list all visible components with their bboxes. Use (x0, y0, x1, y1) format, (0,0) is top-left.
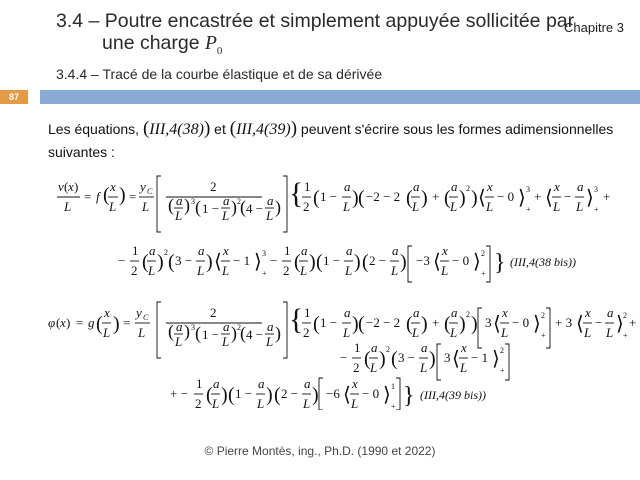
svg-text:4 −: 4 − (246, 201, 264, 216)
svg-text:C: C (147, 187, 153, 196)
svg-text:2: 2 (353, 360, 360, 375)
svg-text:a: a (392, 243, 399, 258)
intro-paragraph: Les équations, (III,4(38)) et (III,4(39)) peuvent s'écrire sous les formes adimensionnelles suivantes : (48, 118, 614, 160)
svg-text:L: L (175, 334, 183, 349)
slide-title-line2-text: une charge (102, 32, 200, 54)
svg-text:⟨: ⟨ (433, 251, 441, 273)
svg-text:−: − (270, 253, 278, 268)
equation-reference-2: (III,4(39)) (229, 118, 298, 139)
svg-text:3: 3 (485, 315, 492, 330)
svg-text:a: a (213, 376, 220, 391)
svg-text:): ) (429, 348, 436, 370)
svg-text:x: x (554, 179, 560, 194)
svg-text:a: a (344, 179, 351, 194)
svg-text:− 0: − 0 (452, 253, 470, 268)
svg-text:2: 2 (131, 263, 138, 278)
svg-text:2: 2 (237, 197, 241, 206)
svg-text:C: C (143, 313, 149, 322)
svg-text:⟩: ⟩ (254, 251, 262, 273)
svg-text:(: ( (362, 251, 369, 273)
svg-text:⟨: ⟨ (576, 313, 584, 335)
svg-text:− 0: − 0 (362, 386, 380, 401)
svg-text:g: g (88, 315, 95, 330)
svg-text:L: L (576, 199, 584, 214)
svg-text:−: − (340, 350, 348, 365)
svg-text:(: ( (206, 384, 213, 406)
svg-text:a: a (198, 243, 205, 258)
svg-text:⟨: ⟨ (478, 187, 486, 209)
svg-text:f: f (96, 189, 100, 204)
svg-text:): ) (275, 323, 281, 343)
svg-text:(: ( (168, 321, 174, 341)
svg-text:): ) (74, 179, 79, 194)
svg-text:+: + (500, 366, 505, 375)
svg-text:L: L (222, 263, 230, 278)
svg-text:⟩: ⟩ (616, 313, 624, 335)
svg-text:L: L (222, 334, 230, 349)
svg-text:x: x (487, 179, 493, 194)
svg-text:1 −: 1 − (202, 201, 220, 216)
svg-text:): ) (459, 313, 466, 335)
svg-text:−2 − 2: −2 − 2 (366, 315, 401, 330)
svg-text:y: y (140, 179, 146, 194)
svg-text:3: 3 (594, 185, 598, 194)
svg-text:(: ( (274, 384, 281, 406)
svg-text:2: 2 (164, 248, 168, 257)
svg-text:a: a (304, 376, 311, 391)
svg-text:+: + (541, 331, 546, 340)
copyright-footer: © Pierre Montès, ing., Ph.D. (1990 et 2022) (204, 444, 436, 458)
svg-text:(: ( (313, 187, 320, 209)
svg-text:): ) (421, 187, 428, 209)
svg-text:): ) (354, 251, 361, 273)
svg-text:+: + (432, 315, 440, 330)
svg-text:x: x (223, 243, 229, 258)
svg-text:a: a (176, 193, 183, 208)
svg-text:x: x (104, 305, 110, 320)
svg-text:): ) (312, 384, 319, 406)
svg-text:1 −: 1 − (323, 253, 341, 268)
svg-text:1: 1 (354, 340, 361, 355)
svg-text:a: a (176, 319, 183, 334)
svg-text:2: 2 (500, 346, 504, 355)
svg-text:−: − (595, 315, 603, 330)
svg-text:+: + (623, 331, 628, 340)
svg-text:L: L (370, 360, 378, 375)
svg-text:(: ( (313, 313, 320, 335)
svg-text:− 1: − 1 (233, 253, 251, 268)
svg-text:⟨: ⟨ (343, 384, 351, 406)
svg-text:a: a (413, 305, 420, 320)
svg-text:(: ( (240, 197, 246, 217)
svg-text:): ) (119, 184, 126, 206)
svg-text:x: x (585, 305, 591, 320)
svg-text:): ) (352, 313, 359, 335)
svg-text:1 −: 1 − (235, 386, 253, 401)
svg-text:x: x (502, 305, 508, 320)
svg-text:2: 2 (303, 199, 310, 214)
svg-text:L: L (142, 199, 150, 214)
svg-text:⟨: ⟨ (214, 251, 222, 273)
svg-text:(: ( (168, 195, 174, 215)
header-bar-row (0, 90, 640, 104)
svg-text:L: L (450, 199, 458, 214)
svg-text:L: L (606, 325, 614, 340)
svg-text:2: 2 (195, 396, 202, 410)
svg-text:L: L (138, 325, 146, 340)
svg-text:L: L (212, 396, 220, 410)
svg-text:− 0: − 0 (512, 315, 530, 330)
svg-text:a: a (223, 319, 230, 334)
svg-text:): ) (221, 384, 228, 406)
svg-text:a: a (267, 319, 274, 334)
svg-text:(: ( (358, 187, 365, 209)
svg-text:L: L (222, 208, 230, 223)
svg-text:L: L (351, 396, 359, 410)
svg-text:}: } (494, 250, 506, 276)
section-subtitle: 3.4.4 – Tracé de la courbe élastique et de sa dérivée (56, 66, 383, 82)
svg-text:(: ( (64, 179, 69, 194)
svg-text:): ) (379, 348, 386, 370)
svg-text:1 −: 1 − (320, 315, 338, 330)
svg-text:(: ( (444, 187, 451, 209)
svg-text:(: ( (195, 323, 201, 343)
equation-reference-1: (III,4(38)) (142, 118, 211, 139)
svg-text:2: 2 (237, 323, 241, 332)
svg-text:⟨: ⟨ (452, 348, 460, 370)
page-number-badge: 87 (0, 90, 28, 104)
svg-text:(: ( (142, 251, 149, 273)
svg-text:x: x (110, 179, 116, 194)
svg-text:L: L (486, 199, 494, 214)
svg-text:1 −: 1 − (320, 189, 338, 204)
svg-text:x: x (461, 340, 467, 355)
svg-text:L: L (553, 199, 561, 214)
svg-text:(: ( (195, 197, 201, 217)
svg-text:L: L (412, 325, 420, 340)
svg-text:=: = (76, 315, 84, 330)
svg-text:a: a (413, 179, 420, 194)
svg-text:⟩: ⟩ (518, 187, 526, 209)
svg-text:): ) (309, 251, 316, 273)
svg-text:y: y (136, 305, 142, 320)
svg-text:3 −: 3 − (175, 253, 193, 268)
svg-text:(: ( (391, 348, 398, 370)
svg-text:a: a (344, 305, 351, 320)
svg-text:3: 3 (526, 185, 530, 194)
svg-text:+: + (432, 189, 440, 204)
svg-text:(: ( (56, 315, 61, 330)
svg-text:1: 1 (196, 376, 203, 391)
svg-text:L: L (303, 396, 311, 410)
equation-slope-line3 (170, 376, 486, 410)
equation-label-39bis: (III,4(39 bis)) (420, 388, 486, 402)
svg-text:): ) (231, 197, 237, 217)
svg-text:(: ( (406, 313, 413, 335)
svg-text:=: = (129, 189, 137, 204)
svg-text:2 −: 2 − (369, 253, 387, 268)
svg-text:): ) (275, 197, 281, 217)
svg-text:a: a (301, 243, 308, 258)
svg-text:): ) (459, 187, 466, 209)
svg-text:−6: −6 (326, 386, 340, 401)
svg-text:(: ( (168, 251, 175, 273)
svg-text:L: L (266, 208, 274, 223)
svg-text:): ) (157, 251, 164, 273)
svg-text:+: + (481, 269, 486, 278)
svg-text:⟨: ⟨ (493, 313, 501, 335)
svg-text:L: L (343, 199, 351, 214)
svg-text:a: a (346, 243, 353, 258)
svg-text:3: 3 (191, 197, 195, 206)
svg-text:v: v (58, 179, 64, 194)
svg-text:2: 2 (481, 249, 485, 258)
svg-text:(: ( (444, 313, 451, 335)
svg-text:2: 2 (303, 325, 310, 340)
svg-text:(: ( (364, 348, 371, 370)
svg-text:−3: −3 (416, 253, 430, 268)
svg-text:a: a (607, 305, 614, 320)
svg-text:⟩: ⟩ (533, 313, 541, 335)
svg-text:1: 1 (391, 382, 395, 391)
svg-text:⟩: ⟩ (492, 348, 500, 370)
svg-text:(: ( (103, 184, 110, 206)
slide-title-line1: 3.4 – Poutre encastrée et simplement appuyée sollicitée par (56, 10, 575, 32)
svg-text:1: 1 (304, 179, 311, 194)
svg-text:L: L (257, 396, 265, 410)
svg-text:2: 2 (623, 311, 627, 320)
svg-text:(: ( (96, 313, 103, 335)
svg-text:+ 3: + 3 (555, 315, 573, 330)
chapter-label: Chapitre 3 (564, 20, 624, 35)
svg-text:3: 3 (262, 249, 266, 258)
svg-text:L: L (584, 325, 592, 340)
svg-text:): ) (352, 187, 359, 209)
svg-text:3: 3 (191, 323, 195, 332)
svg-text:⟩: ⟩ (586, 187, 594, 209)
svg-text:+: + (603, 189, 611, 204)
svg-text:x: x (442, 243, 448, 258)
svg-text:− 1: − 1 (471, 350, 489, 365)
svg-text:=: = (84, 189, 92, 204)
equation-deflection-line2 (118, 243, 576, 282)
svg-text:): ) (66, 315, 71, 330)
svg-text:−: − (564, 189, 572, 204)
svg-text:φ: φ (48, 315, 56, 330)
svg-text:): ) (231, 323, 237, 343)
svg-text:L: L (103, 325, 111, 340)
svg-text:L: L (175, 208, 183, 223)
svg-text:a: a (371, 340, 378, 355)
svg-text:2: 2 (210, 179, 217, 194)
svg-text:a: a (223, 193, 230, 208)
svg-text:L: L (391, 263, 399, 278)
svg-text:L: L (412, 199, 420, 214)
svg-text:L: L (148, 263, 156, 278)
slide-title-line2 (56, 32, 574, 62)
equations-block (0, 170, 640, 410)
svg-text:+: + (526, 205, 531, 214)
svg-text:3: 3 (444, 350, 451, 365)
svg-text:): ) (206, 251, 213, 273)
svg-text:+: + (534, 189, 542, 204)
svg-text:): ) (184, 321, 190, 341)
equation-label-38bis: (III,4(38 bis)) (510, 255, 576, 269)
svg-text:L: L (450, 325, 458, 340)
svg-text:+ −: + − (170, 386, 188, 401)
svg-text:L: L (64, 199, 72, 214)
equation-deflection (57, 176, 610, 232)
svg-text:=: = (123, 315, 131, 330)
svg-text:3 −: 3 − (398, 350, 416, 365)
svg-text:(: ( (240, 323, 246, 343)
svg-text:(: ( (406, 187, 413, 209)
svg-text:2 −: 2 − (281, 386, 299, 401)
svg-text:{: { (289, 303, 304, 336)
svg-text:L: L (300, 263, 308, 278)
svg-text:): ) (113, 313, 120, 335)
svg-text:− 0: − 0 (497, 189, 515, 204)
svg-text:): ) (184, 195, 190, 215)
svg-text:L: L (501, 325, 509, 340)
svg-text:2: 2 (466, 310, 470, 319)
svg-text:−2 − 2: −2 − 2 (366, 189, 401, 204)
svg-text:): ) (266, 384, 273, 406)
svg-text:L: L (345, 263, 353, 278)
slide-title (56, 10, 574, 62)
svg-text:⟨: ⟨ (545, 187, 553, 209)
svg-text:L: L (266, 334, 274, 349)
load-symbol: $P_0$ (205, 33, 223, 57)
svg-text:1: 1 (132, 243, 139, 258)
svg-text:+: + (262, 269, 267, 278)
svg-text:4 −: 4 − (246, 327, 264, 342)
svg-text:{: { (289, 177, 304, 210)
svg-text:1 −: 1 − (202, 327, 220, 342)
svg-text:a: a (577, 179, 584, 194)
svg-text:L: L (343, 325, 351, 340)
svg-text:): ) (400, 251, 407, 273)
svg-text:): ) (421, 313, 428, 335)
svg-text:x: x (60, 315, 66, 330)
svg-text:2: 2 (541, 311, 545, 320)
svg-text:a: a (451, 179, 458, 194)
svg-text:a: a (258, 376, 265, 391)
svg-text:a: a (451, 305, 458, 320)
svg-text:2: 2 (466, 184, 470, 193)
svg-text:L: L (441, 263, 449, 278)
svg-text:+: + (391, 402, 396, 410)
svg-text:(: ( (358, 313, 365, 335)
svg-text:): ) (471, 187, 478, 209)
svg-text:a: a (267, 193, 274, 208)
svg-text:a: a (421, 340, 428, 355)
svg-text:−: − (118, 253, 126, 268)
svg-text:x: x (68, 179, 74, 194)
svg-text:+: + (629, 315, 637, 330)
svg-text:1: 1 (304, 305, 311, 320)
svg-text:+: + (594, 205, 599, 214)
svg-text:x: x (352, 376, 358, 391)
svg-text:1: 1 (284, 243, 291, 258)
svg-text:2: 2 (210, 305, 217, 320)
svg-text:L: L (109, 199, 117, 214)
header-divider-bar (40, 90, 640, 104)
svg-text:⟩: ⟩ (473, 251, 481, 273)
svg-text:}: } (403, 383, 415, 409)
svg-text:(: ( (294, 251, 301, 273)
svg-text:L: L (197, 263, 205, 278)
svg-text:): ) (471, 313, 478, 335)
svg-text:(: ( (228, 384, 235, 406)
equation-slope-line2 (340, 340, 509, 380)
svg-text:(: ( (316, 251, 323, 273)
svg-text:a: a (149, 243, 156, 258)
svg-text:⟩: ⟩ (383, 384, 391, 406)
svg-text:L: L (460, 360, 468, 375)
svg-text:2: 2 (283, 263, 290, 278)
svg-text:L: L (420, 360, 428, 375)
svg-text:2: 2 (386, 345, 390, 354)
